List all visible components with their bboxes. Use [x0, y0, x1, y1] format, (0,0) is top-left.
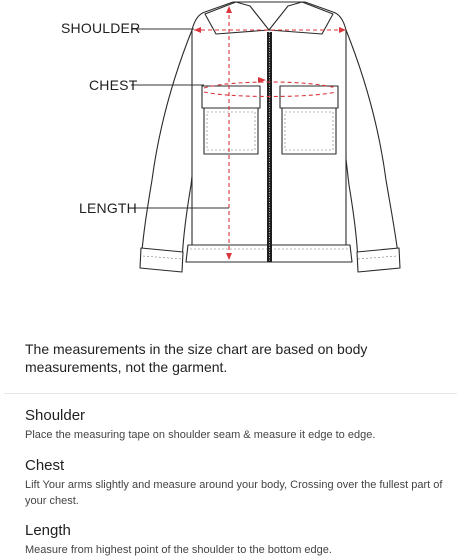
- right-cuff: [357, 248, 400, 272]
- right-pocket-flap: [280, 86, 338, 108]
- chest-title: Chest: [25, 457, 65, 474]
- chest-description: Lift Your arms slightly and measure around your body, Crossing over the fullest part of your chest.: [25, 479, 443, 507]
- divider: [4, 393, 457, 394]
- length-label: LENGTH: [79, 200, 137, 216]
- left-cuff: [140, 248, 183, 272]
- chest-label: CHEST: [89, 77, 138, 93]
- zipper: [267, 32, 272, 262]
- measurement-note: The measurements in the size chart are based on body measurements, not the garment.: [25, 341, 368, 375]
- length-section: [25, 521, 445, 558]
- shoulder-label: SHOULDER: [61, 20, 141, 36]
- length-description: Measure from highest point of the shoulder to the bottom edge.: [25, 544, 332, 556]
- length-title: Length: [25, 522, 71, 539]
- left-pocket-flap: [202, 86, 260, 108]
- shoulder-section: [25, 406, 445, 443]
- shoulder-description: Place the measuring tape on shoulder seam & measure it edge to edge.: [25, 429, 376, 441]
- shoulder-title: Shoulder: [25, 407, 86, 424]
- chest-section: [25, 456, 445, 509]
